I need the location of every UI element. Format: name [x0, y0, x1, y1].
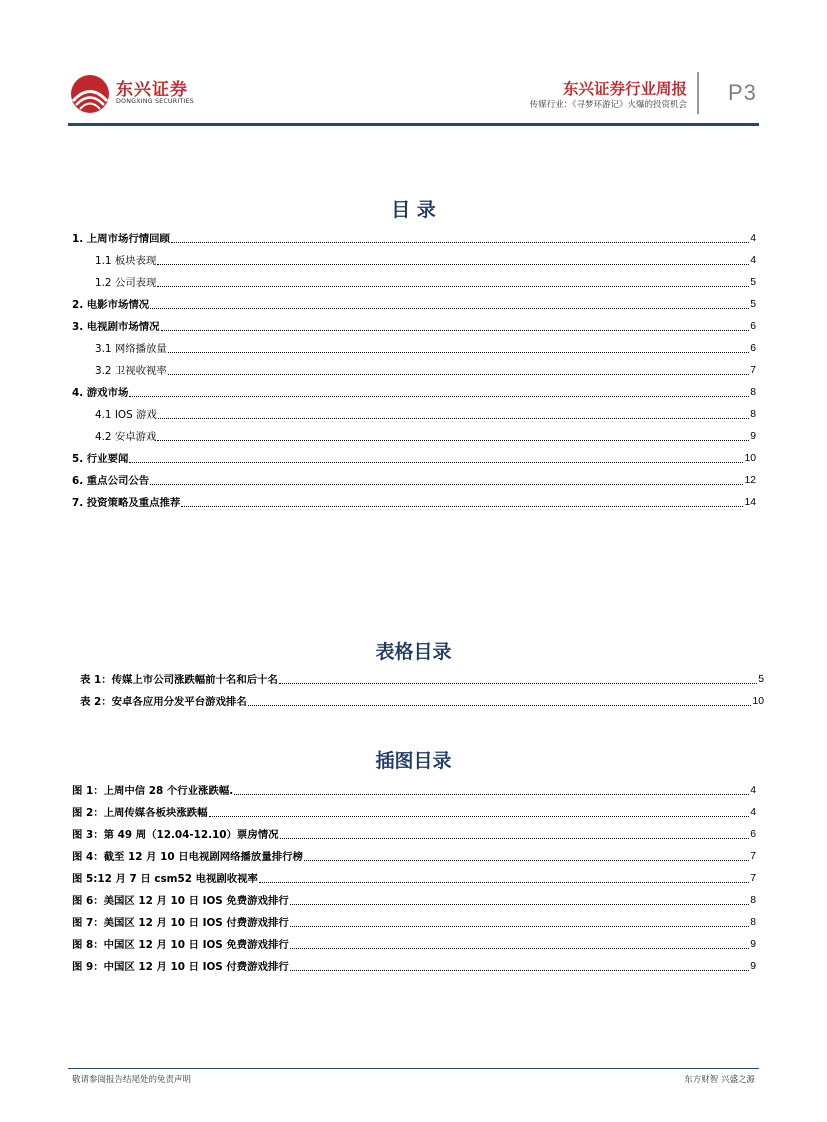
figure-entry[interactable]	[72, 784, 756, 798]
dot-leader	[171, 242, 749, 243]
figure-entry[interactable]	[72, 916, 756, 930]
page-number: P3	[728, 80, 757, 105]
toc-entry[interactable]	[95, 276, 756, 290]
figure-entry-label: 图 3：第 49 周（12.04-12.10）票房情况	[72, 829, 279, 841]
figure-entry-page: 9	[750, 939, 756, 950]
figure-entry-label: 图 6：美国区 12 月 10 日 IOS 免费游戏排行	[72, 895, 289, 907]
figure-entry-label: 图 7：美国区 12 月 10 日 IOS 付费游戏排行	[72, 917, 289, 929]
toc-entry-page: 4	[750, 233, 756, 244]
toc-entry-page: 14	[744, 497, 756, 508]
figure-entry-label: 图 2：上周传媒各板块涨跌幅	[72, 807, 208, 819]
figure-entry-label: 图 8：中国区 12 月 10 日 IOS 免费游戏排行	[72, 939, 289, 951]
toc-entry-label: 1.1 板块表现	[95, 255, 157, 267]
toc-entry-page: 9	[750, 431, 756, 442]
figure-entry-page: 8	[750, 895, 756, 906]
table-list-title: 表格目录	[375, 641, 452, 663]
table-entry[interactable]	[80, 695, 764, 709]
header-divider	[697, 72, 699, 114]
figure-entry[interactable]	[72, 806, 756, 820]
figure-entry[interactable]	[72, 894, 756, 908]
toc-entry[interactable]	[95, 408, 756, 422]
dot-leader	[168, 352, 749, 353]
dot-leader	[168, 374, 749, 375]
figure-entry-label: 图 5:12 月 7 日 csm52 电视剧收视率	[72, 873, 258, 885]
dot-leader	[181, 506, 743, 507]
toc-entry-page: 10	[744, 453, 756, 464]
table-entry-page: 10	[752, 696, 764, 707]
figure-entry-label: 图 1：上周中信 28 个行业涨跌幅.	[72, 785, 234, 797]
dot-leader	[157, 286, 749, 287]
logo-text-cn: 东兴证券	[116, 80, 188, 100]
dot-leader	[259, 882, 749, 883]
toc-entry-label: 4.1 IOS 游戏	[95, 409, 157, 421]
dot-leader	[150, 308, 749, 309]
dot-leader	[290, 948, 749, 949]
report-subtitle: 传媒行业：《寻梦环游记》火爆的投资机会	[529, 100, 687, 110]
figure-entry[interactable]	[72, 960, 756, 974]
dot-leader	[304, 860, 749, 861]
toc-entry[interactable]	[95, 342, 756, 356]
figure-entry-label: 图 4：截至 12 月 10 日电视剧网络播放量排行榜	[72, 851, 303, 863]
table-entry-label: 表 1：传媒上市公司涨跌幅前十名和后十名	[80, 674, 278, 686]
toc-entry-label: 2. 电影市场情况	[72, 299, 150, 311]
footer-rule	[68, 1068, 759, 1069]
toc-entry-label: 6. 重点公司公告	[72, 475, 150, 487]
toc-entry[interactable]	[95, 430, 756, 444]
dot-leader	[129, 396, 749, 397]
toc-title: 目 录	[391, 199, 436, 221]
toc-entry-page: 8	[750, 409, 756, 420]
dot-leader	[234, 794, 749, 795]
toc-entry[interactable]	[72, 386, 756, 400]
dot-leader	[279, 683, 757, 684]
figure-entry-page: 7	[750, 873, 756, 884]
toc-entry-page: 12	[744, 475, 756, 486]
toc-entry-page: 4	[750, 255, 756, 266]
dot-leader	[150, 484, 743, 485]
report-series-title: 东兴证券行业周报	[562, 80, 687, 98]
toc-entry-page: 7	[750, 365, 756, 376]
dot-leader	[290, 926, 749, 927]
figure-entry-page: 4	[750, 785, 756, 796]
header-rule	[68, 123, 759, 126]
dot-leader	[158, 418, 749, 419]
dot-leader	[161, 330, 750, 331]
figure-entry-page: 6	[750, 829, 756, 840]
dot-leader	[290, 970, 749, 971]
toc-entry-label: 5. 行业要闻	[72, 453, 129, 465]
figure-entry-page: 9	[750, 961, 756, 972]
footer-disclaimer: 敬请参阅报告结尾处的免责声明	[72, 1075, 192, 1085]
company-logo	[70, 74, 200, 114]
figure-list-title: 插图目录	[375, 750, 452, 772]
figure-entry[interactable]	[72, 850, 756, 864]
dot-leader	[157, 264, 749, 265]
toc-entry-page: 5	[750, 277, 756, 288]
figure-entry-page: 4	[750, 807, 756, 818]
figure-entry[interactable]	[72, 938, 756, 952]
toc-entry-label: 4.2 安卓游戏	[95, 431, 157, 443]
dot-leader	[280, 838, 750, 839]
dot-leader	[209, 816, 750, 817]
dot-leader	[157, 440, 749, 441]
toc-entry-label: 4. 游戏市场	[72, 387, 129, 399]
toc-entry[interactable]	[95, 254, 756, 268]
toc-entry-label: 7. 投资策略及重点推荐	[72, 497, 181, 509]
dot-leader	[248, 705, 752, 706]
toc-entry-page: 6	[750, 343, 756, 354]
toc-entry-page: 6	[750, 321, 756, 332]
toc-entry[interactable]	[72, 232, 756, 246]
toc-entry-label: 1. 上周市场行情回顾	[72, 233, 170, 245]
toc-entry[interactable]	[72, 474, 756, 488]
toc-entry-label: 1.2 公司表现	[95, 277, 157, 289]
toc-entry[interactable]	[72, 320, 756, 334]
dot-leader	[290, 904, 749, 905]
figure-entry-page: 7	[750, 851, 756, 862]
footer-slogan: 东方财智 兴盛之源	[684, 1075, 755, 1085]
figure-entry[interactable]	[72, 828, 756, 842]
toc-entry-label: 3. 电视剧市场情况	[72, 321, 160, 333]
table-entry-label: 表 2：安卓各应用分发平台游戏排名	[80, 696, 247, 708]
dot-leader	[129, 462, 743, 463]
toc-entry[interactable]	[72, 298, 756, 312]
toc-entry-page: 8	[750, 387, 756, 398]
toc-entry-page: 5	[750, 299, 756, 310]
toc-entry[interactable]	[95, 364, 756, 378]
logo-text-en: DONGXING SECURITIES	[116, 98, 194, 105]
table-entry-page: 5	[758, 674, 764, 685]
table-entry[interactable]	[80, 673, 764, 687]
logo-mark-icon	[70, 74, 112, 114]
figure-entry-page: 8	[750, 917, 756, 928]
toc-entry-label: 3.2 卫视收视率	[95, 365, 167, 377]
toc-entry-label: 3.1 网络播放量	[95, 343, 167, 355]
figure-entry[interactable]	[72, 872, 756, 886]
toc-entry[interactable]	[72, 452, 756, 466]
figure-entry-label: 图 9：中国区 12 月 10 日 IOS 付费游戏排行	[72, 961, 289, 973]
toc-entry[interactable]	[72, 496, 756, 510]
